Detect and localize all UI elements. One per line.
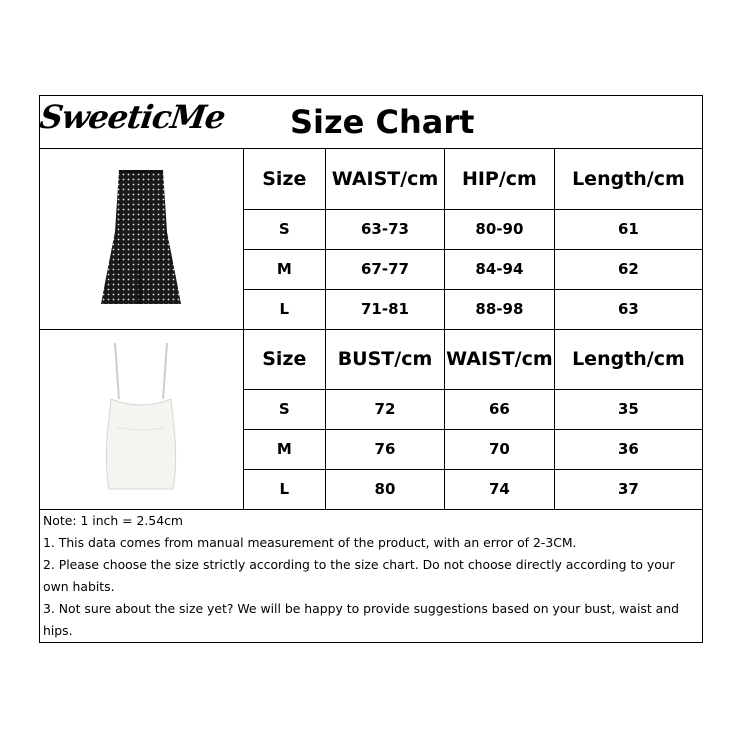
table-cell: 62 [554, 249, 702, 289]
note-3: 3. Not sure about the size yet? We will be happy to provide suggestions based on your bust, waist and hips. [43, 601, 679, 638]
size-chart-frame [39, 95, 703, 643]
table-cell: S [243, 209, 326, 249]
table-cell: 63 [554, 289, 702, 329]
skirt-header-hip: HIP/cm [444, 149, 554, 209]
notes-section [43, 510, 701, 642]
top-image-cell [40, 329, 243, 509]
table-cell: 76 [326, 429, 445, 469]
table-cell: L [243, 289, 326, 329]
top-header-waist: WAIST/cm [444, 329, 554, 389]
table-cell: 88-98 [444, 289, 554, 329]
top-header-length: Length/cm [554, 329, 702, 389]
table-cell: 36 [554, 429, 702, 469]
skirt-image [81, 162, 201, 312]
table-cell: 61 [554, 209, 702, 249]
table-cell: 74 [444, 469, 554, 509]
skirt-header-length: Length/cm [554, 149, 702, 209]
table-cell: 66 [444, 389, 554, 429]
table-cell: 71-81 [326, 289, 445, 329]
table-cell: 35 [554, 389, 702, 429]
skirt-header-waist: WAIST/cm [326, 149, 445, 209]
page-title: Size Chart [290, 103, 475, 141]
table-cell: M [243, 429, 326, 469]
note-unit: Note: 1 inch = 2.54cm [43, 513, 183, 528]
table-cell: 37 [554, 469, 702, 509]
note-1: 1. This data comes from manual measurement of the product, with an error of 2-3CM. [43, 535, 577, 550]
table-cell: 84-94 [444, 249, 554, 289]
table-cell: S [243, 389, 326, 429]
table-cell: 80 [326, 469, 445, 509]
table-cell: L [243, 469, 326, 509]
table-cell: 70 [444, 429, 554, 469]
top-header-size: Size [243, 329, 326, 389]
top-header-bust: BUST/cm [326, 329, 445, 389]
table-cell: M [243, 249, 326, 289]
header [37, 96, 702, 149]
table-cell: 80-90 [444, 209, 554, 249]
top-image [81, 337, 201, 497]
skirt-header-size: Size [243, 149, 326, 209]
table-cell: 67-77 [326, 249, 445, 289]
brand-logo: SweeticMe [37, 98, 228, 136]
size-table [40, 149, 702, 510]
table-cell: 72 [326, 389, 445, 429]
table-cell: 63-73 [326, 209, 445, 249]
note-2: 2. Please choose the size strictly according to the size chart. Do not choose directly according to your own habits. [43, 557, 675, 594]
skirt-image-cell [40, 149, 243, 329]
